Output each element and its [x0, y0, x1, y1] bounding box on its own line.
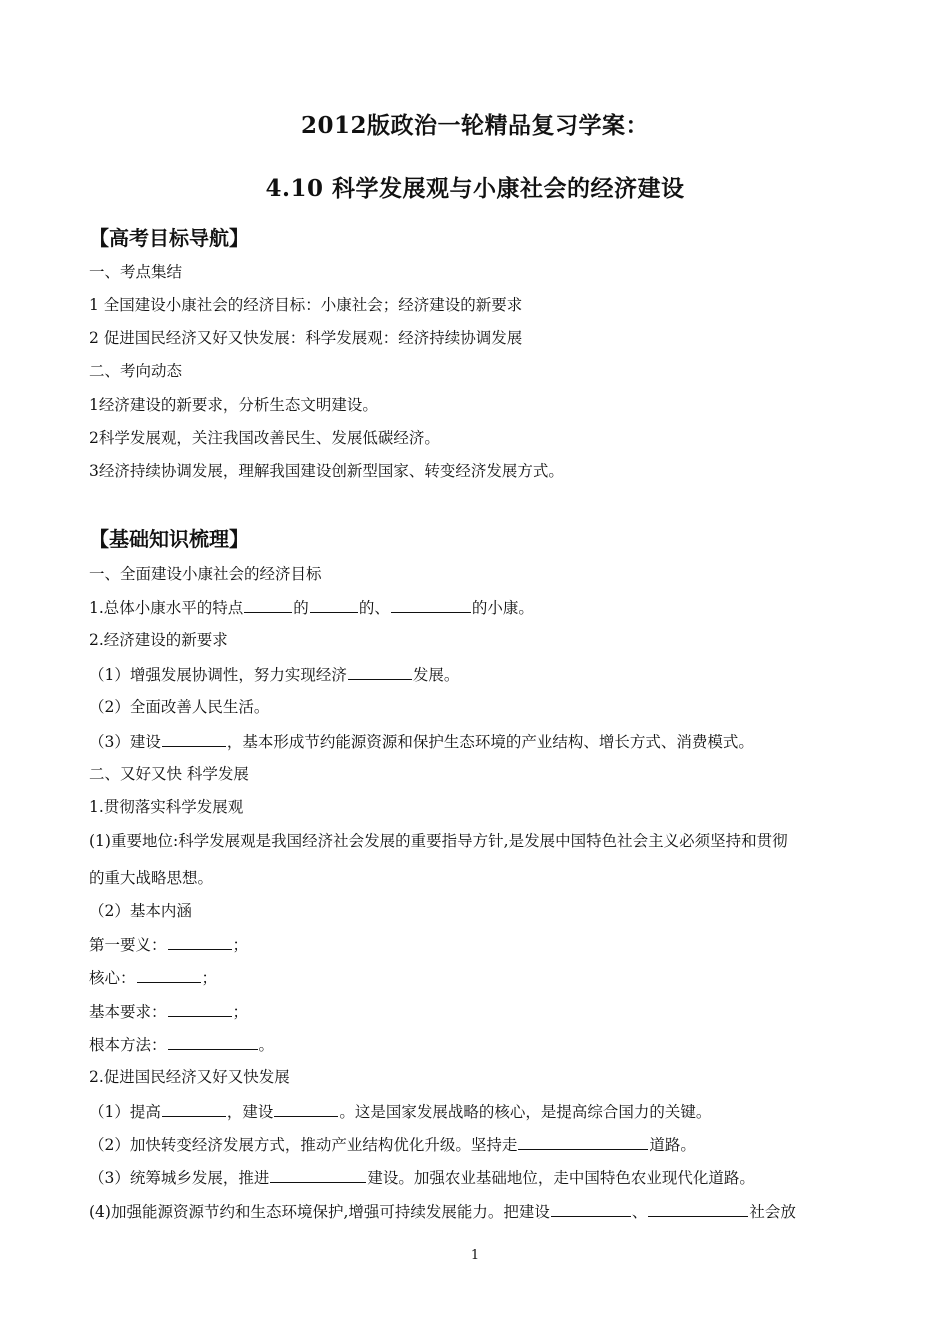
list-item: 1.贯彻落实科学发展观 [89, 798, 244, 816]
list-item: 1经济建设的新要求，分析生态文明建设。 [89, 396, 378, 414]
fill-in-line: 1.总体小康水平的特点 的 的、 的小康。 [89, 599, 534, 617]
list-item: 3经济持续协调发展，理解我国建设创新型国家、转变经济发展方式。 [89, 462, 564, 480]
answer-blank[interactable] [270, 1167, 366, 1183]
list-item: 2.经济建设的新要求 [89, 631, 228, 649]
answer-blank[interactable] [168, 1001, 232, 1017]
list-item: 2.促进国民经济又好又快发展 [89, 1068, 290, 1086]
answer-blank[interactable] [648, 1201, 748, 1217]
answer-blank[interactable] [348, 664, 412, 680]
fill-in-line: （1）增强发展协调性，努力实现经济 发展。 [89, 666, 460, 684]
list-item: 二、又好又快 科学发展 [89, 765, 249, 783]
list-item: 2 促进国民经济又好又快发展：科学发展观：经济持续协调发展 [89, 329, 523, 347]
list-item: 1 全国建设小康社会的经济目标：小康社会；经济建设的新要求 [89, 296, 523, 314]
answer-blank[interactable] [391, 597, 471, 613]
answer-blank[interactable] [274, 1101, 338, 1117]
fill-in-line: 基本要求： ； [89, 1003, 249, 1021]
fill-in-line: 根本方法： 。 [89, 1036, 275, 1054]
list-item: （2）全面改善人民生活。 [89, 698, 270, 716]
list-item: （2）基本内涵 [89, 902, 192, 920]
section-heading-goals: 【高考目标导航】 [89, 226, 249, 250]
fill-in-line: 核心： ； [89, 969, 218, 987]
answer-blank[interactable] [137, 967, 201, 983]
page-number: 1 [470, 1248, 480, 1263]
answer-blank[interactable] [518, 1134, 648, 1150]
document-title: 2012版政治一轮精品复习学案： [300, 112, 649, 139]
document-subtitle: 4.10 科学发展观与小康社会的经济建设 [265, 175, 685, 202]
paragraph-line: 的重大战略思想。 [89, 869, 214, 887]
paragraph-line: (1)重要地位:科学发展观是我国经济社会发展的重要指导方针,是发展中国特色社会主义必须坚持和贯彻 [89, 832, 788, 850]
fill-in-line: （2）加快转变经济发展方式，推动产业结构优化升级。坚持走 道路。 [89, 1136, 696, 1154]
fill-in-line: （1）提高 ，建设 。这是国家发展战略的核心，是提高综合国力的关键。 [89, 1103, 712, 1121]
list-item: 2科学发展观，关注我国改善民生、发展低碳经济。 [89, 429, 440, 447]
answer-blank[interactable] [244, 597, 292, 613]
answer-blank[interactable] [168, 1034, 258, 1050]
list-item: 二、考向动态 [89, 362, 183, 380]
list-item: 一、考点集结 [89, 263, 183, 281]
answer-blank[interactable] [168, 934, 232, 950]
fill-in-line: （3）建设 ，基本形成节约能源资源和保护生态环境的产业结构、增长方式、消费模式。 [89, 733, 754, 751]
fill-in-line: （3）统筹城乡发展，推进 建设。加强农业基础地位，走中国特色农业现代化道路。 [89, 1169, 755, 1187]
fill-in-line: (4)加强能源资源节约和生态环境保护,增强可持续发展能力。把建设 、 社会放 [89, 1203, 796, 1221]
fill-in-line: 第一要义： ； [89, 936, 249, 954]
list-item: 一、全面建设小康社会的经济目标 [89, 565, 322, 583]
answer-blank[interactable] [310, 597, 358, 613]
answer-blank[interactable] [162, 731, 226, 747]
section-heading-basics: 【基础知识梳理】 [89, 527, 249, 551]
answer-blank[interactable] [162, 1101, 226, 1117]
answer-blank[interactable] [551, 1201, 631, 1217]
